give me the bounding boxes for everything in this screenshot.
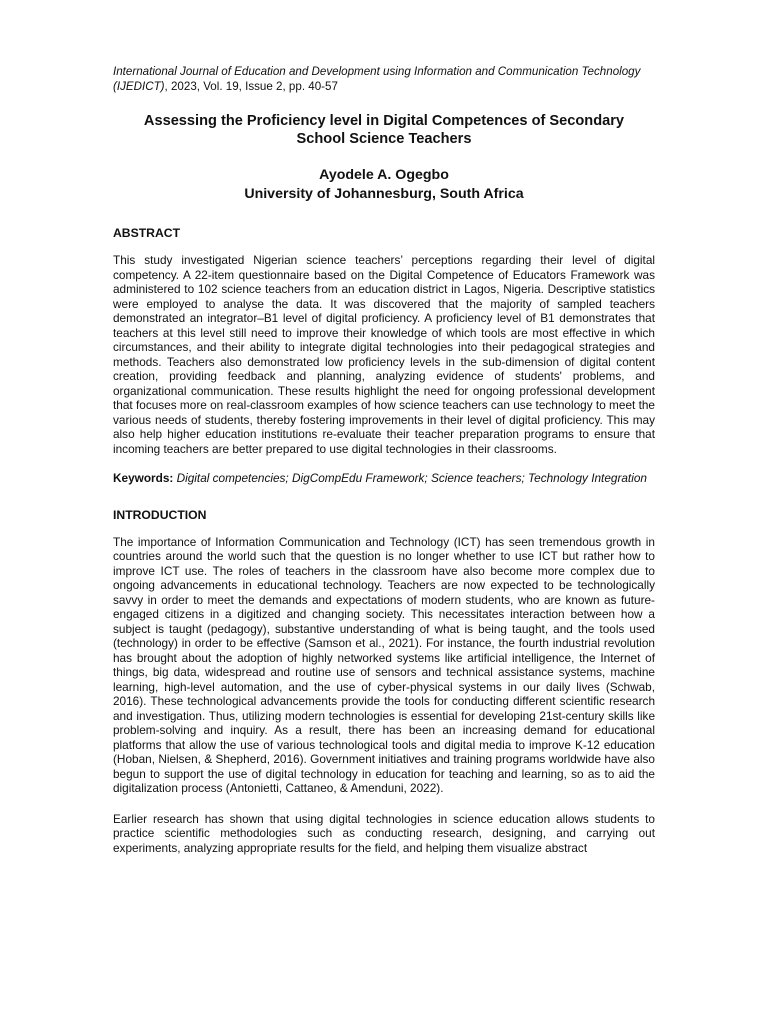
journal-name: International Journal of Education and Development using Information and Communication Technology <box>113 65 641 78</box>
keywords <box>113 471 655 486</box>
journal-abbrev: (IJEDICT) <box>113 80 165 93</box>
keywords-text: Digital competencies; DigCompEdu Framework; Science teachers; Technology Integration <box>173 471 647 485</box>
introduction-heading: INTRODUCTION <box>113 507 207 522</box>
paper-title <box>113 112 655 148</box>
journal-citation <box>113 64 655 94</box>
introduction-paragraph-2: Earlier research has shown that using digital technologies in science education allows students to practice scientific methodologies such as conducting research, designing, and carrying out experiments, analyzing appropriate results for the field, and helping them visualize abstract <box>113 811 655 855</box>
introduction-paragraph-1: The importance of Information Communication and Technology (ICT) has seen tremendous growth in countries around the world such that the question is no longer whether to use ICT but rather how to improve ICT use. The roles of teachers in the classroom have also become more complex due to ongoing advancements in educational technology. Teachers are now expected to be technologically savvy in order to meet the demands and expectations of modern students, who are known as future-engaged citizens in a digitized and changing society. This necessitates interaction between how a subject is taught (pedagogy), substantive understanding of what is being taught, and the tools used (technology) in order to be effective (Samson et al., 2021). For instance, the fourth industrial revolution has brought about the adoption of highly networked systems like artificial intelligence, the Internet of things, big data, widespread and routine use of sensors and technical assistance systems, machine learning, high-level automation, and the use of cyber-physical systems in our daily lives (Schwab, 2016). These technological advancements provide the tools for conducting different scientific research and investigation. Thus, utilizing modern technologies is essential for developing 21st-century skills like problem-solving and inquiry. As a result, there has been an increasing demand for educational platforms that allow the use of various technological tools and digital media to improve K-12 education (Hoban, Nielsen, & Shepherd, 2016). Government initiatives and training programs worldwide have also begun to support the use of digital technology in education for teaching and learning, so as to aid the digitalization process (Antonietti, Cattaneo, & Amenduni, 2022). <box>113 534 655 795</box>
paper-title-line-1: Assessing the Proficiency level in Digital Competences of Secondary <box>143 113 625 129</box>
author-affiliation: University of Johannesburg, South Africa <box>244 186 524 202</box>
abstract-heading: ABSTRACT <box>113 226 181 240</box>
author-name: Ayodele A. Ogegbo <box>319 167 449 183</box>
abstract-text: This study investigated Nigerian science teachers’ perceptions regarding their level of digital competency. A 22-item questionnaire based on the Digital Competence of Educators Framework was administered to 102 science teachers from an education district in Lagos, Nigeria. Descriptive statistics were employed to analyse the data. It was discovered that the majority of sampled teachers demonstrated an integrator–B1 level of digital proficiency. A proficiency level of B1 demonstrates that teachers at this level still need to improve their knowledge of which tools are most effective in which circumstances, and their ability to integrate digital technologies into their pedagogical strategies and methods. Teachers also demonstrated low proficiency levels in the sub-dimension of digital content creation, providing feedback and planning, analyzing evidence of students' problems, and organizational communication. These results highlight the need for ongoing professional development that focuses more on real-classroom examples of how science teachers can use technology to meet the various needs of students, thereby fostering improvements in their level of digital proficiency. This may also help higher education institutions re-evaluate their teacher preparation programs to ensure that incoming teachers are better prepared to use digital technologies in their classrooms. <box>113 253 655 456</box>
paper-title-line-2: School Science Teachers <box>296 131 472 147</box>
keywords-label: Keywords: <box>113 471 174 485</box>
journal-volume-pages: , 2023, Vol. 19, Issue 2, pp. 40-57 <box>164 80 338 93</box>
